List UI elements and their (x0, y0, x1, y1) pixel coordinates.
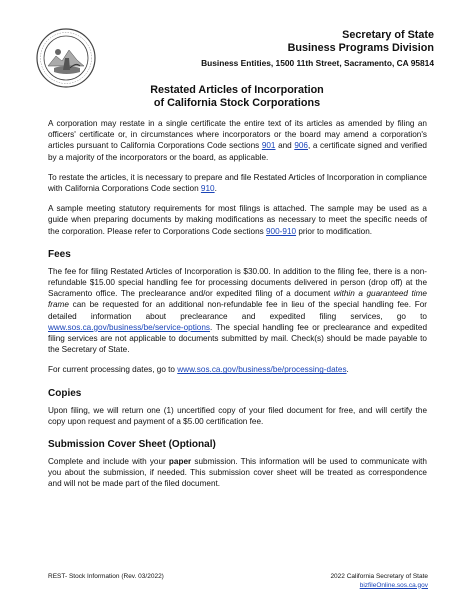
restate-text: To restate the articles, it is necessary to prepare and file Restated Articles of Incorporation in compliance with California Corporations Code section (48, 172, 427, 194)
state-seal-icon (36, 28, 96, 88)
processing-dates-link[interactable]: www.sos.ca.gov/business/be/processing-dates (177, 365, 347, 375)
document-title (0, 84, 474, 110)
intro-paragraph (48, 118, 427, 163)
sample-paragraph (48, 203, 427, 237)
cover-sheet-paragraph (48, 456, 427, 490)
restate-text-2: . (214, 184, 217, 194)
intro-text-2: and (275, 141, 295, 151)
section-910-link[interactable]: 910 (200, 184, 215, 194)
restate-paragraph (48, 172, 427, 194)
fees-text-3: . The special handling fee or preclearance and expedited filing services are not applicable to documents submitted by mail. Check(s) should be made payable to the Secretary of State. (48, 322, 427, 355)
copies-paragraph: Upon filing, we will return one (1) uncertified copy of your filed document for free, and will certify the copy upon request and payment of a $5.00 certification fee. (48, 405, 427, 426)
cover-text-2: submission. This information will be used to communicate with you about the submission, if needed. This submission cover sheet will be treated as correspondence and will not be made part of the filed document. (48, 457, 427, 489)
fees-text: The fee for filing Restated Articles of Incorporation is $30.00. In addition to the filing fee, there is a non-refundable $15.00 special handling fee for processing documents delivered in person (drop off) at the Sacramento office. The preclearance and/or expedited filing of a document (48, 266, 427, 299)
intro-text-3: , a certificate signed and verified by a majority of the incorporators or the board, as applicable. (48, 141, 427, 162)
division-name: Business Programs Division (287, 42, 434, 54)
cover-text: Complete and include with your (48, 457, 169, 467)
intro-text: A corporation may restate in a single certificate the entire text of its articles as amended by filing an officers' certificate or, in circumstances where incorporators or the board may amend a corporation's articles pursuant to California Corporations Code sections (48, 119, 427, 151)
document-body (48, 118, 427, 499)
cover-sheet-heading: Submission Cover Sheet (Optional) (48, 439, 216, 451)
section-906-link[interactable]: 906 (294, 141, 308, 151)
title-line-1: Restated Articles of Incorporation (150, 84, 324, 96)
processing-dates-paragraph (48, 364, 427, 375)
copyright-footer (330, 573, 428, 590)
copyright-text: 2022 California Secretary of State (330, 573, 428, 580)
form-id-footer: REST- Stock Information (Rev. 03/2022) (48, 573, 164, 580)
bizfile-link[interactable]: bizfileOnline.sos.ca.gov (359, 581, 428, 589)
fees-emphasis: within a guaranteed time frame (48, 289, 427, 310)
agency-header (201, 29, 434, 69)
sample-text: A sample meeting statutory requirements for most filings is attached. The sample may be used as a guide when preparing documents by making modifications as necessary to meet the specific needs of the corporation. Please refer to Corporations Code sections (48, 204, 427, 236)
cover-bold: paper (168, 457, 192, 467)
agency-address: Business Entities, 1500 11th Street, Sacramento, CA 95814 (201, 58, 434, 68)
service-options-link[interactable]: www.sos.ca.gov/business/be/service-options (48, 322, 211, 332)
sample-text-2: prior to modification. (296, 226, 373, 236)
fees-paragraph (48, 266, 427, 356)
copies-heading: Copies (48, 387, 82, 399)
fees-text-2: can be requested for an additional non-refundable fee in lieu of the special handling fee. For detailed information about preclearance and expedited filing services, go to (48, 300, 427, 321)
agency-name: Secretary of State (342, 29, 434, 41)
processing-text-2: . (346, 365, 349, 375)
sections-900-910-link[interactable]: 900-910 (266, 226, 297, 236)
fees-heading: Fees (48, 248, 71, 260)
processing-text: For current processing dates, go to (48, 365, 178, 375)
title-line-2: of California Stock Corporations (153, 97, 321, 109)
section-901-link[interactable]: 901 (261, 141, 276, 151)
